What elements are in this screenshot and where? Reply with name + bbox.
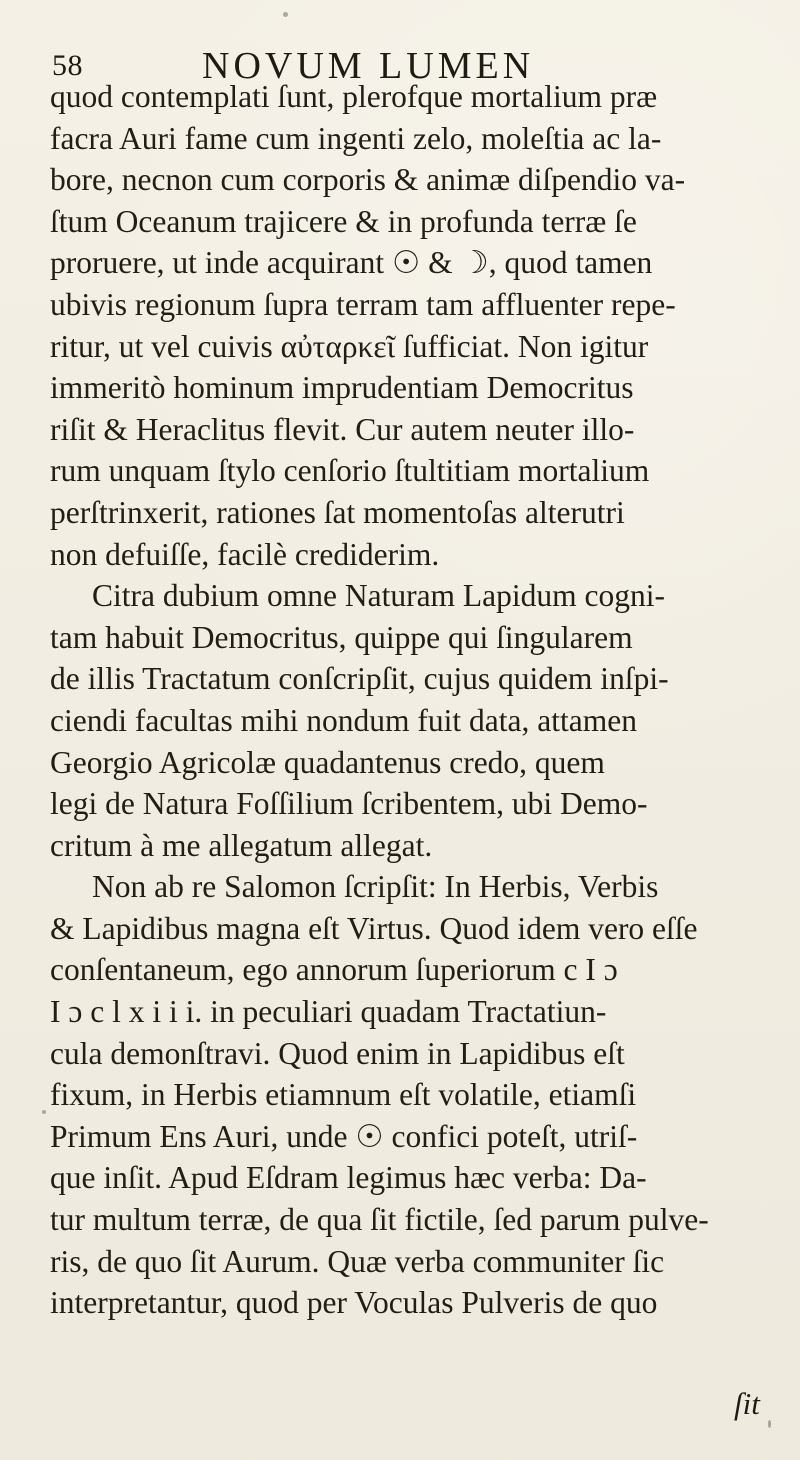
catchword: ſit <box>734 1386 760 1421</box>
running-head: NOVUM LUMEN <box>202 45 535 87</box>
text-line: Citra dubium omne Naturam Lapidum cogni- <box>92 578 665 614</box>
text-line: tur multum terræ, de qua ſit fictile, ſed parum pulve- <box>50 1202 709 1238</box>
text-line: que inſit. Apud Eſdram legimus hæc verba: Da- <box>50 1160 647 1196</box>
text-line: ciendi facultas mihi nondum fuit data, attamen <box>50 702 637 738</box>
text-line: facra Auri fame cum ingenti zelo, moleſtia ac la- <box>50 120 662 156</box>
text-line: quod contemplati ſunt, plerofque mortalium præ <box>50 79 658 114</box>
text-line: riſit & Heraclitus flevit. Cur autem neuter illo- <box>50 411 635 447</box>
text-line: Georgio Agricolæ quadantenus credo, quem <box>50 744 605 780</box>
ink-speck <box>42 1110 46 1114</box>
text-line: Primum Ens Auri, unde ☉ confici poteſt, utriſ- <box>50 1118 638 1154</box>
text-line: critum à me allegatum allegat. <box>50 827 433 863</box>
text-line: legi de Natura Foſſilium ſcribentem, ubi Demo- <box>50 786 648 822</box>
text-line: non defuiſſe, facilè crediderim. <box>50 536 440 572</box>
ink-speck <box>283 12 288 17</box>
ink-speck <box>768 1420 771 1428</box>
text-line: ritur, ut vel cuivis αὐταρκεῖ ſufficiat. Non igitur <box>50 328 649 364</box>
text-line: conſentaneum, ego annorum ſuperiorum c I ɔ <box>50 952 618 988</box>
text-block <box>50 76 766 1324</box>
text-line: ubivis regionum ſupra terram tam affluenter repe- <box>50 286 676 322</box>
text-line: ſtum Oceanum trajicere & in profunda terræ ſe <box>50 203 637 239</box>
page-number: 58 <box>52 49 83 82</box>
text-line: perſtrinxerit, rationes ſat momentoſas alterutri <box>50 494 625 530</box>
text-line: fixum, in Herbis etiamnum eſt volatile, etiamſi <box>50 1077 637 1113</box>
text-line: de illis Tractatum conſcripſit, cujus quidem inſpi- <box>50 661 669 697</box>
text-line: Non ab re Salomon ſcripſit: In Herbis, Verbis <box>92 869 659 905</box>
text-line: I ɔ c l x i i i. in peculiari quadam Tractatiun- <box>50 994 607 1030</box>
text-line: bore, necnon cum corporis & animæ diſpendio va- <box>50 162 686 198</box>
text-line: & Lapidibus magna eſt Virtus. Quod idem vero eſſe <box>50 910 698 946</box>
text-line: immeritò hominum imprudentiam Democritus <box>50 370 634 406</box>
text-line: ris, de quo ſit Aurum. Quæ verba communiter ſic <box>50 1243 665 1279</box>
text-line: proruere, ut inde acquirant ☉ & ☽, quod tamen <box>50 245 653 281</box>
text-line: rum unquam ſtylo cenſorio ſtultitiam mortalium <box>50 453 650 489</box>
text-line: tam habuit Democritus, quippe qui ſingularem <box>50 619 633 655</box>
text-line: cula demonſtravi. Quod enim in Lapidibus eſt <box>50 1035 625 1071</box>
text-line: interpretantur, quod per Voculas Pulveris de quo <box>50 1285 658 1321</box>
